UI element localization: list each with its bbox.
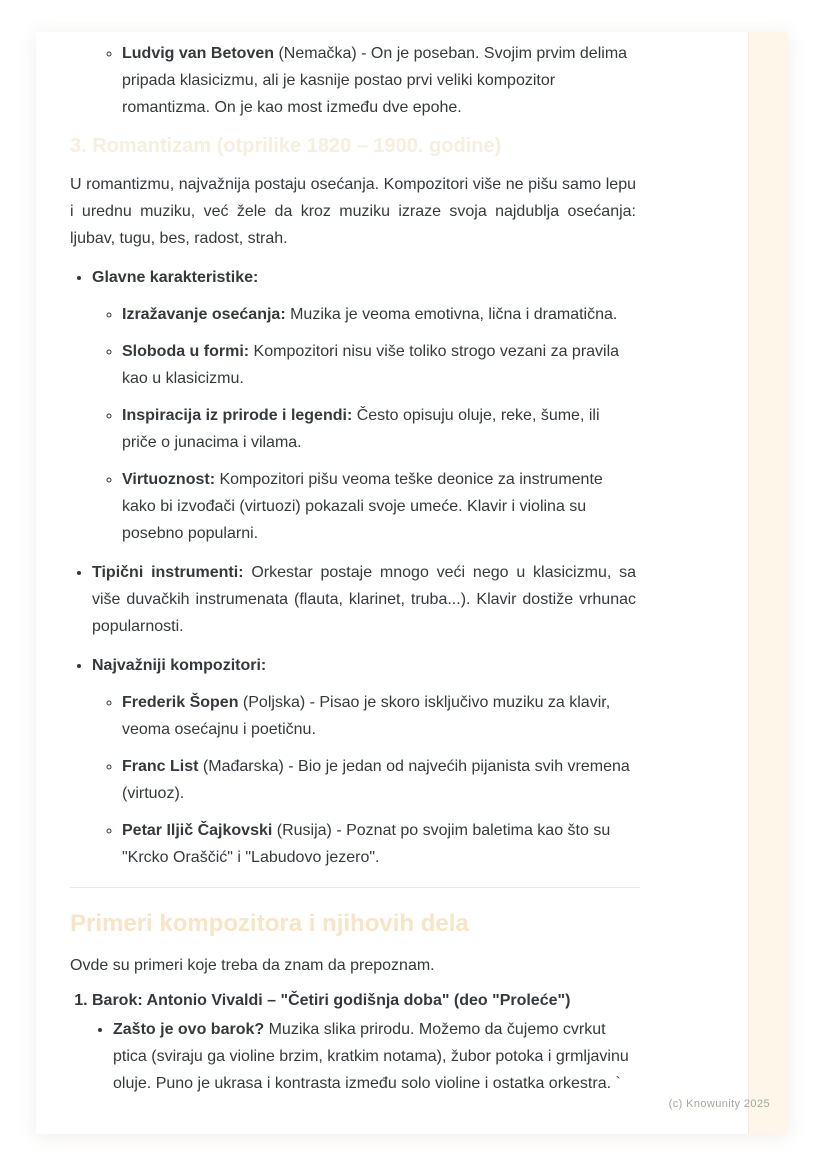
item-text: Orkestar postaje mnogo veći nego u klasicizmu, sa više duvačkih instrumenata (flauta, klarinet, truba...). Klavir dostiže vrhunac popularnosti. [92,564,637,635]
composers-sublist [92,689,636,871]
item-lead: Sloboda u formi: [122,343,250,360]
item-lead: Najvažniji kompozitori: [92,657,267,674]
item-text: Muzika slika prirodu. Možemo da čujemo cvrkut ptica (sviraju ga violine brzim, kratkim notama), žubor potoka i grmljavinu oluje. Puno je ukrasa i kontrasta između solo violine i ostatka orkestra. ` [113,1021,629,1092]
item-text: Kompozitori nisu više toliko strogo vezani za pravila kao u klasicizmu. [122,343,620,387]
document-page [36,32,788,1134]
romantizam-intro-paragraph: U romantizmu, najvažnija postaju osećanja. Kompozitori više ne pišu samo lepu i urednu muziku, već žele da kroz muziku izraze svoja najdublja osećanja: ljubav, tugu, bes, radost, strah. [70,176,636,247]
bullet-item [122,402,636,456]
item-text: Često opisuju oluje, reke, šume, ili priče o junacima i vilama. [122,407,600,451]
watermark: (c) Knowunity 2025 [668,1098,770,1110]
section-heading-primeri: Primeri kompozitora i njihovih dela [70,910,469,937]
section-divider [70,887,640,888]
bullet-item [122,466,636,547]
item-lead: Virtuoznost: [122,471,216,488]
item-lead: Petar Iljič Čajkovski [122,822,273,839]
item-lead: Frederik Šopen [122,694,239,711]
item-text: Kompozitori pišu veoma teške deonice za instrumente kako bi izvođači (virtuozi) pokazali svoje umeće. Klavir i violina su posebno popularni. [122,471,603,542]
item-lead: Tipični instrumenti: [92,564,244,581]
item-lead: Franc List [122,758,199,775]
numbered-item-barok [92,987,636,1097]
bullet-item-instruments [92,559,636,640]
item-lead: Glavne karakteristike: [92,269,259,286]
item-text: (Mađarska) - Bio je jedan od najvećih pijanista svih vremena (virtuoz). [122,758,630,802]
item-lead: Ludvig van Betoven [122,45,275,62]
item-lead: Izražavanje osećanja: [122,306,286,323]
bullet-item [122,689,636,743]
examples-list [70,987,636,1097]
item-lead: Inspiracija iz prirode i legendi: [122,407,353,424]
characteristics-sublist [92,301,636,547]
item-text: (Rusija) - Poznat po svojim baletima kao što su "Krcko Oraščić" i "Labudovo jezero". [122,822,611,866]
romantizam-list [70,264,636,871]
bullet-item [122,817,636,871]
bullet-item [122,753,636,807]
bullet-item-betoven [122,40,636,121]
item-title: Barok: Antonio Vivaldi – "Četiri godišnja doba" (deo "Proleće") [92,992,571,1009]
section-heading-romantizam: 3. Romantizam (otprilike 1820 – 1900. godine) [70,135,502,157]
document-content [36,32,636,1097]
item-text: Muzika je veoma emotivna, lična i dramatična. [285,306,618,323]
barok-detail-list [92,1016,636,1097]
examples-intro-paragraph: Ovde su primeri koje treba da znam da prepoznam. [70,957,435,974]
item-lead: Zašto je ovo barok? [113,1021,265,1038]
bullet-item [122,338,636,392]
composer-note-list [70,40,636,121]
bullet-item-characteristics [92,264,636,547]
item-text: (Poljska) - Pisao je skoro isključivo muziku za klavir, veoma osećajnu i poetičnu. [122,694,611,738]
bullet-item-composers [92,652,636,871]
item-text: (Nemačka) - On je poseban. Svojim prvim delima pripada klasicizmu, ali je kasnije postao prvi veliki kompozitor romantizma. On je kao most između dve epohe. [122,45,628,116]
bullet-item [113,1016,636,1097]
page-margin-strip [748,32,788,1134]
bullet-item [122,301,636,328]
